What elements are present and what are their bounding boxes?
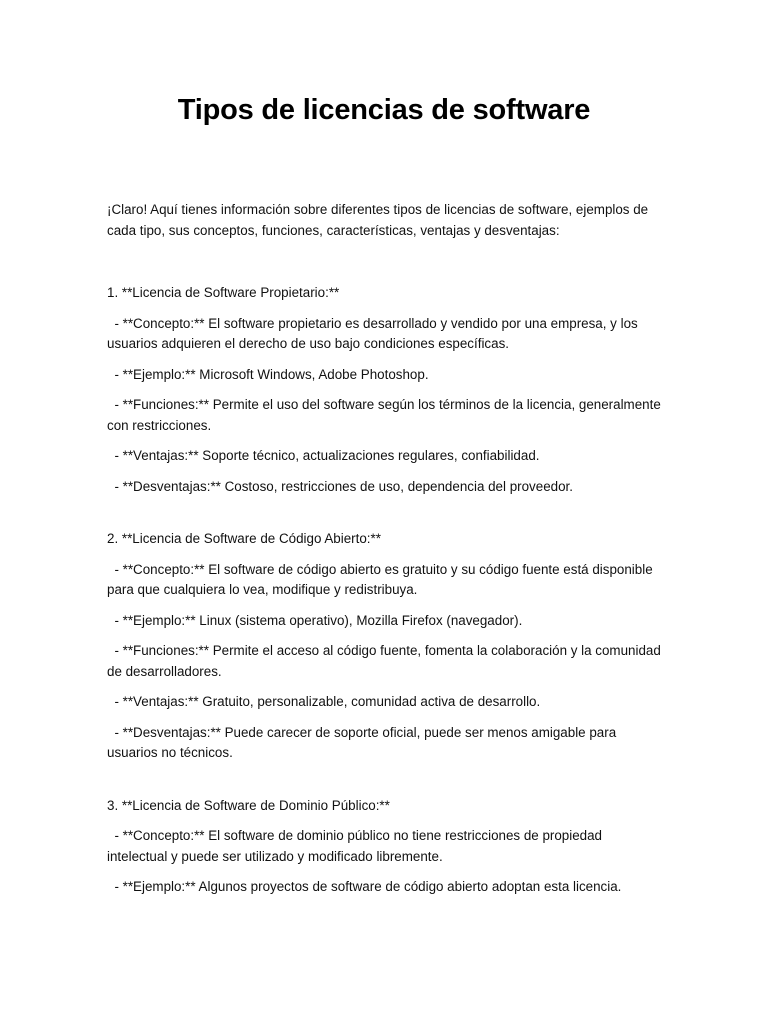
bullet-item [107,365,663,386]
bullet-text: - **Desventajas:** Puede carecer de soporte oficial, puede ser menos amigable para usuarios no técnicos. [107,724,617,760]
bullet-text: - **Funciones:** Permite el uso del software según los términos de la licencia, generalmente con restricciones. [107,397,661,433]
bullet-text: - **Ejemplo:** Microsoft Windows, Adobe Photoshop. [114,366,429,382]
bullet-text: - **Desventajas:** Costoso, restricciones de uso, dependencia del proveedor. [114,478,573,494]
document-body [107,200,663,908]
bullet-text: - **Ventajas:** Soporte técnico, actualizaciones regulares, confiabilidad. [114,448,540,463]
section-public-domain [107,796,663,898]
bullet-item [107,611,663,632]
bullet-text: - **Ejemplo:** Linux (sistema operativo), Mozilla Firefox (navegador). [114,612,523,628]
section-heading: 1. **Licencia de Software Propietario:** [107,285,340,300]
bullet-text: - **Concepto:** El software propietario es desarrollado y vendido por una empresa, y los usuarios adquieren el derecho de uso bajo condiciones específicas. [107,315,638,351]
bullet-item [107,723,663,764]
bullet-item [107,826,663,867]
bullet-text: - **Ventajas:** Gratuito, personalizable, comunidad activa de desarrollo. [114,694,541,709]
section-heading: 3. **Licencia de Software de Dominio Público:** [107,797,390,813]
section-heading: 2. **Licencia de Software de Código Abierto:** [107,531,381,546]
bullet-item [107,477,663,498]
bullet-item [107,560,663,601]
bullet-item [107,446,663,467]
page-title: Tipos de licencias de software [177,94,591,126]
section-proprietary [107,283,663,497]
bullet-item [107,877,663,898]
section-open-source [107,529,663,764]
bullet-item [107,314,663,355]
intro-paragraph: ¡Claro! Aquí tienes información sobre diferentes tipos de licencias de software, ejemplos de cada tipo, sus conceptos, funciones, características, ventajas y desventajas: [107,202,649,238]
bullet-text: - **Concepto:** El software de código abierto es gratuito y su código fuente está disponible para que cualquiera lo vea, modifique y redistribuya. [107,561,653,597]
bullet-item [107,641,663,682]
bullet-item [107,395,663,436]
bullet-item [107,692,663,713]
bullet-text: - **Funciones:** Permite el acceso al código fuente, fomenta la colaboración y la comunidad de desarrolladores. [107,643,661,679]
bullet-text: - **Concepto:** El software de dominio público no tiene restricciones de propiedad intelectual y puede ser utilizado y modificado libremente. [107,828,603,864]
bullet-text: - **Ejemplo:** Algunos proyectos de software de código abierto adoptan esta licencia. [114,879,622,894]
